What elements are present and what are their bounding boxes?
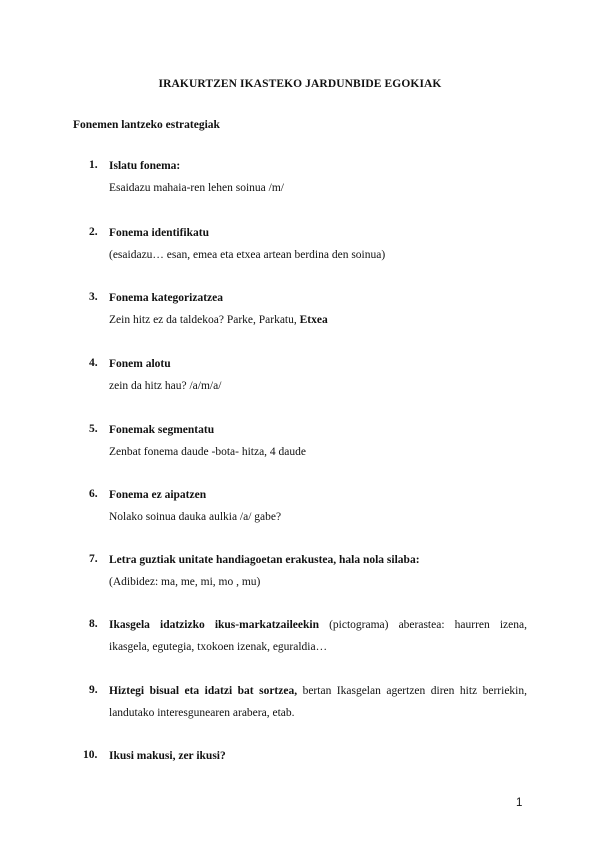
list-item <box>89 553 527 589</box>
list-item <box>89 423 527 459</box>
document-title: IRAKURTZEN IKASTEKO JARDUNBIDE EGOKIAK <box>158 78 442 90</box>
item-text: (esaidazu… esan, emea eta etxea artean berdina den soinua) <box>109 249 386 261</box>
list-item <box>89 357 527 393</box>
item-number: 7. <box>89 553 98 565</box>
item-heading: Hiztegi bisual eta idatzi bat sortzea, <box>109 685 298 697</box>
item-heading: Fonema identifikatu <box>109 227 209 239</box>
item-number: 10. <box>83 749 98 761</box>
item-number: 5. <box>89 423 98 435</box>
item-number: 2. <box>89 226 98 238</box>
item-number: 1. <box>89 159 98 171</box>
list-item <box>89 291 527 327</box>
item-number: 3. <box>89 291 98 303</box>
item-text: (pictograma) aberastea: haurren izena, ikasgela, egutegia, txokoen izenak, eguraldia… <box>109 619 527 653</box>
section-heading: Fonemen lantzeko estrategiak <box>73 119 220 131</box>
item-heading: Letra guztiak unitate handiagoetan erakustea, hala nola silaba: <box>109 554 420 566</box>
item-number: 9. <box>89 684 98 696</box>
item-text: Esaidazu mahaia-ren lehen soinua /m/ <box>109 182 284 194</box>
item-text <box>109 313 527 327</box>
item-heading: Fonema kategorizatzea <box>109 292 224 304</box>
item-heading: Islatu fonema: <box>109 160 181 172</box>
item-number: 6. <box>89 488 98 500</box>
item-text: (Adibidez: ma, me, mi, mo , mu) <box>109 576 261 588</box>
item-text-plain: Zein hitz ez da taldekoa? Parke, Parkatu, <box>109 314 300 326</box>
item-number: 4. <box>89 357 98 369</box>
item-heading: Ikasgela idatzizko ikus-markatzaileekin <box>109 619 319 631</box>
item-text: Zenbat fonema daude -bota- hitza, 4 daude <box>109 446 307 458</box>
item-heading: Ikusi makusi, zer ikusi? <box>109 750 226 762</box>
page-number: 1 <box>516 797 523 809</box>
item-heading: Fonemak segmentatu <box>109 424 215 436</box>
list-item <box>89 159 527 195</box>
item-text-bold: Etxea <box>299 314 328 326</box>
item-number: 8. <box>89 618 98 630</box>
item-text: bertan Ikasgelan agertzen diren hitz berriekin, landutako interesgunearen arabera, etab. <box>109 685 528 719</box>
item-text: zein da hitz hau? /a/m/a/ <box>109 380 222 392</box>
list-item <box>89 488 527 524</box>
item-heading: Fonema ez aipatzen <box>109 489 207 501</box>
item-text: Nolako soinua dauka aulkia /a/ gabe? <box>109 511 282 523</box>
list-item <box>89 226 527 262</box>
list-item <box>89 618 527 658</box>
list-item <box>83 749 521 763</box>
list-item <box>89 684 527 724</box>
item-heading: Fonem alotu <box>109 358 171 370</box>
